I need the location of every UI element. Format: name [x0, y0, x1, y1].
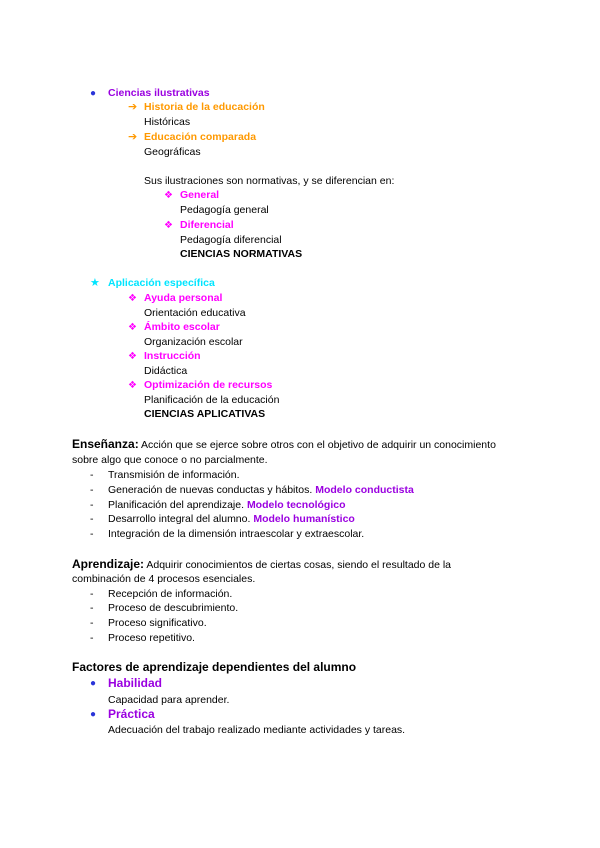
diamond-bullet-icon: ❖ [128, 380, 137, 391]
list-item-label: Ayuda personal [144, 292, 223, 304]
list-item: Recepción de información. [108, 588, 233, 600]
list-item-desc: Orientación educativa [144, 307, 246, 319]
arrow-right-icon: ➔ [128, 101, 138, 113]
dash-bullet: - [90, 602, 94, 614]
list-item-desc: Pedagogía general [180, 204, 269, 216]
star-icon: ★ [90, 277, 100, 289]
list-item-label: Práctica [108, 707, 155, 721]
dash-bullet: - [90, 484, 94, 496]
definition-line [72, 438, 496, 452]
list-item-text: Planificación del aprendizaje. [108, 499, 245, 511]
list-item-label: General [180, 189, 220, 201]
list-item-desc: Históricas [144, 116, 191, 128]
definition-text: Acción que se ejerce sobre otros con el objetivo de adquirir un conocimiento [141, 439, 496, 451]
dash-bullet: - [90, 528, 94, 540]
diamond-bullet-icon: ❖ [128, 322, 137, 333]
diamond-bullet-icon: ❖ [164, 190, 173, 201]
list-item-desc: Pedagogía diferencial [180, 234, 282, 246]
list-item-label: Historia de la educación [144, 101, 265, 113]
list-item: Proceso repetitivo. [108, 632, 195, 644]
list-item-desc: Organización escolar [144, 336, 243, 348]
bullet-dot-icon: ● [90, 678, 97, 689]
arrow-right-icon: ➔ [128, 131, 138, 143]
term-heading: Aprendizaje: [72, 557, 145, 571]
dash-bullet: - [90, 469, 94, 481]
dash-bullet: - [90, 617, 94, 629]
term-heading: Enseñanza: [72, 437, 139, 451]
summary-label: CIENCIAS NORMATIVAS [180, 248, 303, 260]
list-item-desc: Geográficas [144, 146, 201, 158]
list-item-desc: Planificación de la educación [144, 394, 280, 406]
list-item [108, 499, 346, 512]
list-item [108, 513, 355, 526]
definition-text: Adquirir conocimientos de ciertas cosas, siendo el resultado de la [146, 559, 452, 571]
section-title: Aplicación específica [108, 277, 215, 289]
bullet-dot-icon: ● [90, 709, 97, 720]
list-item-label: Diferencial [180, 219, 234, 231]
bullet-dot-icon: ● [90, 88, 97, 99]
section-title: Ciencias ilustrativas [108, 87, 210, 99]
list-item: Proceso de descubrimiento. [108, 602, 239, 614]
model-tag: Modelo conductista [315, 484, 414, 496]
paragraph-text: Sus ilustraciones son normativas, y se diferencian en: [144, 175, 395, 187]
list-item-label: Habilidad [108, 676, 163, 690]
dash-bullet: - [90, 499, 94, 511]
list-item: Transmisión de información. [108, 469, 240, 481]
definition-line [72, 558, 451, 572]
definition-text: combinación de 4 procesos esenciales. [72, 573, 256, 585]
model-tag: Modelo tecnológico [246, 499, 346, 511]
list-item-desc: Didáctica [144, 365, 188, 377]
list-item-label: Optimización de recursos [144, 379, 273, 391]
section-heading: Factores de aprendizaje dependientes del alumno [72, 660, 357, 674]
diamond-bullet-icon: ❖ [128, 293, 137, 304]
list-item: Proceso significativo. [108, 617, 207, 629]
model-tag: Modelo humanístico [253, 513, 355, 525]
list-item: Integración de la dimensión intraescolar y extraescolar. [108, 528, 365, 540]
list-item-text: Desarrollo integral del alumno. [108, 513, 251, 525]
list-item-text: Generación de nuevas conductas y hábitos. [108, 484, 313, 496]
dash-bullet: - [90, 513, 94, 525]
dash-bullet: - [90, 632, 94, 644]
list-item-label: Educación comparada [144, 131, 257, 143]
summary-label: CIENCIAS APLICATIVAS [144, 408, 266, 420]
definition-text: sobre algo que conoce o no parcialmente. [72, 454, 268, 466]
list-item [108, 484, 414, 497]
list-item-desc: Capacidad para aprender. [108, 694, 230, 706]
dash-bullet: - [90, 588, 94, 600]
list-item-label: Instrucción [144, 350, 201, 362]
list-item-label: Ámbito escolar [144, 321, 220, 333]
diamond-bullet-icon: ❖ [128, 351, 137, 362]
list-item-desc: Adecuación del trabajo realizado mediante actividades y tareas. [108, 724, 406, 736]
diamond-bullet-icon: ❖ [164, 220, 173, 231]
